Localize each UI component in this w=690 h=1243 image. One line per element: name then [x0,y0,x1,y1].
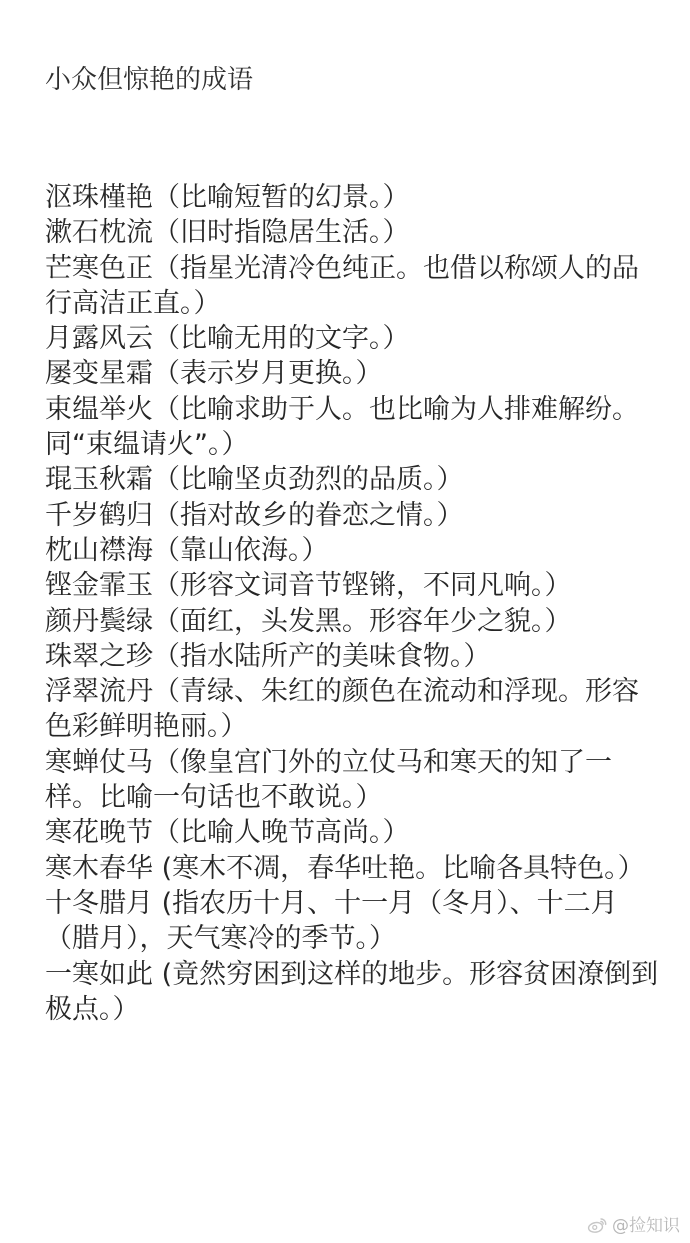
idiom-item: 十冬腊月 (指农历十月、十一月（冬月）、十二月（腊月），天气寒冷的季节。） [45,887,618,955]
idiom-item: 芒寒色正（指星光清冷色纯正。也借以称颂人的品行高洁正直。） [45,252,639,319]
idiom-item: 千岁鹤归（指对故乡的眷恋之情。） [45,499,464,531]
idiom-item: 琨玉秋霜（比喻坚贞劲烈的品质。） [45,464,464,496]
idiom-item: 铿金霏玉（形容文词音节铿锵，不同凡响。） [45,570,572,602]
weibo-icon [586,1217,608,1235]
page-title: 小众但惊艳的成语 [45,65,254,95]
idiom-item: 寒花晚节（比喻人晚节高尚。） [45,817,410,849]
idiom-item: 一寒如此 (竟然穷困到这样的地步。形容贫困潦倒到极点。） [45,958,659,1025]
idiom-item: 沤珠槿艳（比喻短暂的幻景。） [45,182,410,213]
idiom-item: 浮翠流丹（青绿、朱红的颜色在流动和浮现。形容色彩鲜明艳丽。） [45,676,639,743]
idiom-item: 寒蝉仗马（像皇宫门外的立仗马和寒天的知了一样。比喻一句话也不敢说。） [45,746,612,814]
idiom-item: 月露风云（比喻无用的文字。） [45,323,410,355]
idiom-item: 漱石枕流（旧时指隐居生活。） [45,217,410,249]
idiom-list [45,180,665,1027]
idiom-item: 屡变星霜（表示岁月更换。） [45,358,383,390]
idiom-item: 束缊举火（比喻求助于人。也比喻为人排难解纷。同“束缊请火”。） [45,393,639,461]
idiom-item: 珠翠之珍（指水陆所产的美味食物。） [45,640,491,672]
watermark-text: @捡知识 [612,1216,680,1236]
idiom-item: 寒木春华 (寒木不凋，春华吐艳。比喻各具特色。） [45,852,645,884]
idiom-item: 枕山襟海（靠山依海。） [45,534,329,566]
watermark [586,1215,680,1237]
idiom-item: 颜丹鬓绿（面红，头发黑。形容年少之貌。） [45,605,572,637]
